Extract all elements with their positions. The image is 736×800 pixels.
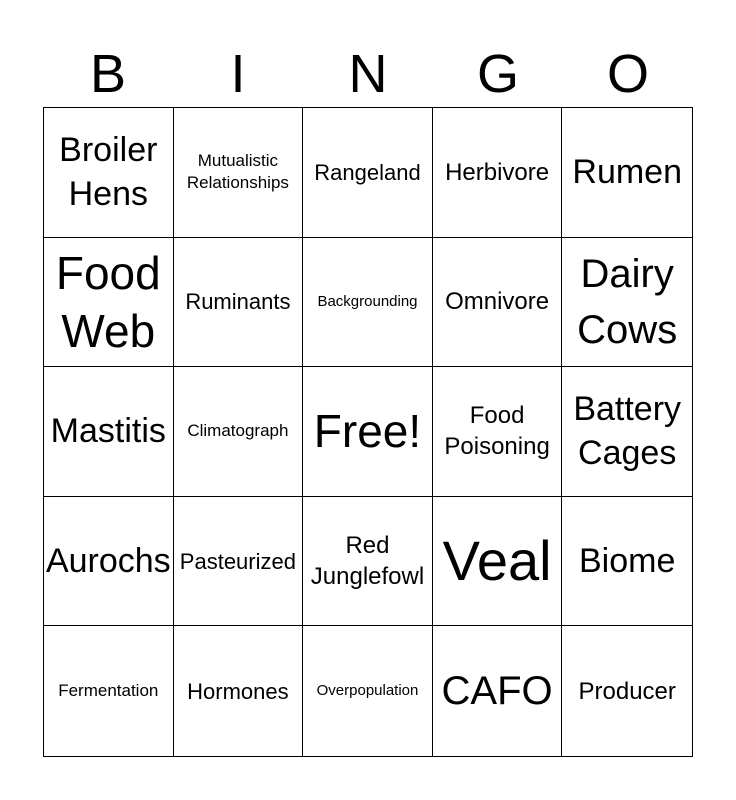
cell-label: Herbivore <box>445 158 550 186</box>
bingo-cell[interactable] <box>303 108 433 238</box>
free-space-cell[interactable] <box>303 367 433 497</box>
cell-label: Mutualistic Relationships <box>186 151 289 193</box>
bingo-board <box>43 107 693 757</box>
bingo-cell[interactable] <box>303 238 433 368</box>
bingo-cell[interactable] <box>433 626 563 756</box>
header-letter-o: O <box>606 44 649 104</box>
bingo-cell[interactable] <box>303 626 433 756</box>
cell-label: Free! <box>313 405 422 458</box>
bingo-cell[interactable] <box>562 108 692 238</box>
bingo-cell[interactable] <box>44 497 174 627</box>
cell-label: Hormones <box>187 678 289 704</box>
bingo-cell[interactable] <box>562 626 692 756</box>
bingo-cell[interactable] <box>562 238 692 368</box>
cell-label: CAFO <box>441 669 553 714</box>
cell-label: Mastitis <box>50 412 166 451</box>
bingo-cell[interactable] <box>44 626 174 756</box>
bingo-cell[interactable] <box>433 497 563 627</box>
cell-label: Veal <box>442 529 552 593</box>
cell-label: Biome <box>579 542 676 581</box>
cell-label: Red Junglefowl <box>310 532 425 591</box>
bingo-cell[interactable] <box>174 367 304 497</box>
cell-label: Battery Cages <box>573 390 682 473</box>
bingo-cell[interactable] <box>174 238 304 368</box>
header-letter-n: N <box>348 44 388 104</box>
cell-label: Aurochs <box>45 542 171 581</box>
cell-label: Rumen <box>572 153 682 192</box>
cell-label: Ruminants <box>185 289 291 315</box>
cell-label: Broiler Hens <box>59 131 158 214</box>
cell-label: Overpopulation <box>316 682 419 700</box>
bingo-header <box>43 42 693 106</box>
bingo-cell[interactable] <box>562 367 692 497</box>
bingo-cell[interactable] <box>44 238 174 368</box>
bingo-cell[interactable] <box>174 626 304 756</box>
header-letter-i: I <box>230 44 246 104</box>
bingo-cell[interactable] <box>433 367 563 497</box>
cell-label: Climatograph <box>187 421 289 441</box>
header-letter-b: B <box>89 44 127 104</box>
cell-label: Pasteurized <box>179 548 296 574</box>
bingo-cell[interactable] <box>433 238 563 368</box>
cell-label: Food Web <box>55 246 161 357</box>
cell-label: Dairy Cows <box>577 251 678 352</box>
bingo-cell[interactable] <box>433 108 563 238</box>
bingo-cell[interactable] <box>174 497 304 627</box>
bingo-cell[interactable] <box>44 108 174 238</box>
cell-label: Backgrounding <box>317 292 418 310</box>
bingo-cell[interactable] <box>303 497 433 627</box>
cell-label: Fermentation <box>58 681 159 701</box>
cell-label: Rangeland <box>314 159 421 185</box>
bingo-cell[interactable] <box>44 367 174 497</box>
bingo-cell[interactable] <box>562 497 692 627</box>
cell-label: Food Poisoning <box>444 402 550 461</box>
cell-label: Producer <box>578 677 676 705</box>
bingo-cell[interactable] <box>174 108 304 238</box>
cell-label: Omnivore <box>445 288 550 316</box>
header-letter-g: G <box>476 44 519 104</box>
